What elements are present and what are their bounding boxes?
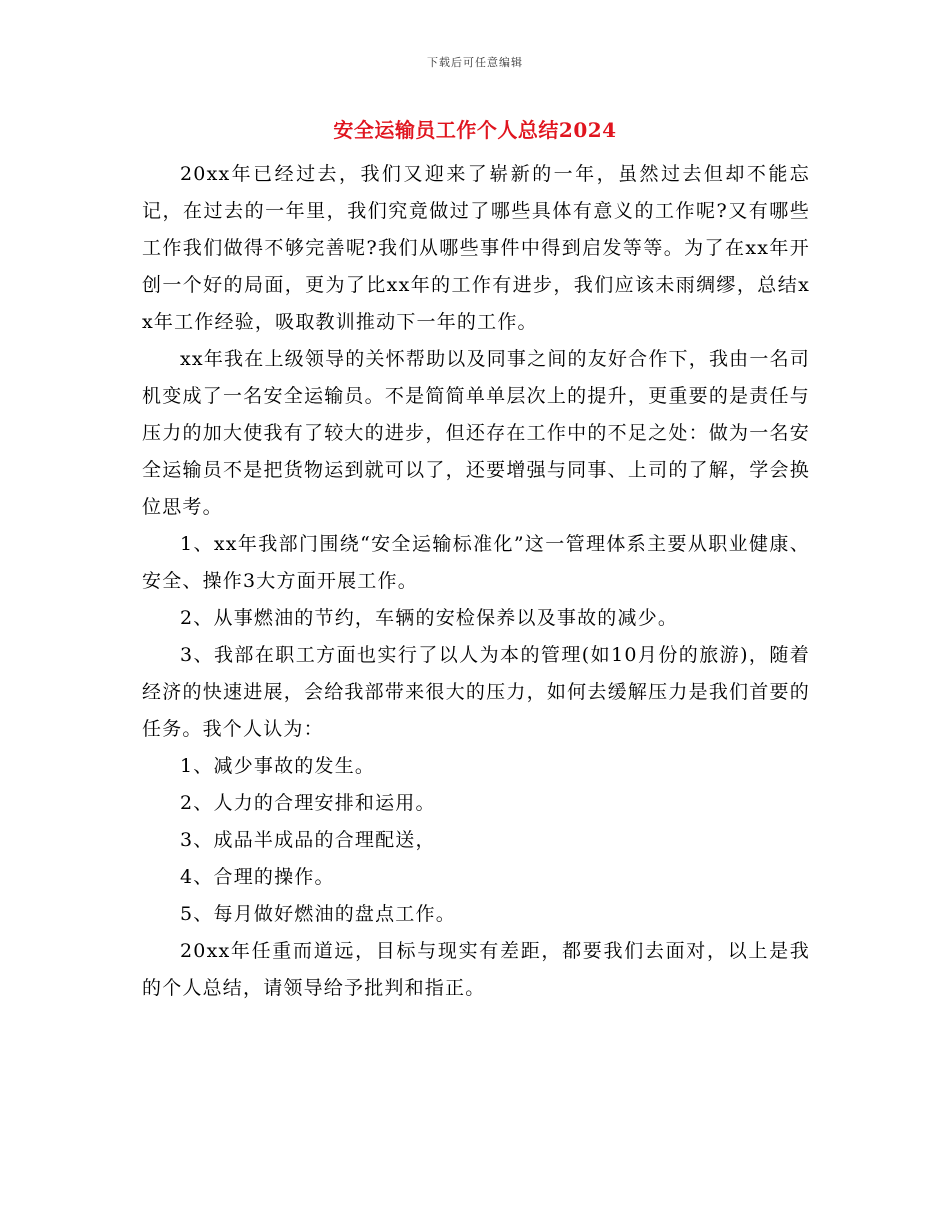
- paragraph-conclusion: 20xx年任重而道远，目标与现实有差距，都要我们去面对，以上是我的个人总结，请领导给予批判和指正。: [142, 940, 810, 999]
- paragraph-item-1: 1、xx年我部门围绕“安全运输标准化”这一管理体系主要从职业健康、安全、操作3大方面开展工作。: [142, 533, 810, 592]
- paragraph-role-change: xx年我在上级领导的关怀帮助以及同事之间的友好合作下，我由一名司机变成了一名安全运输员。不是简简单单层次上的提升，更重要的是责任与压力的加大使我有了较大的进步，但还存在工作中的不足之处：做为一名安全运输员不是把货物运到就可以了，还要增强与同事、上司的了解，学会换位思考。: [142, 348, 810, 518]
- list-item-5: 5、每月做好燃油的盘点工作。: [180, 903, 456, 925]
- list-item-1: 1、减少事故的发生。: [180, 755, 376, 777]
- paragraph-item-3: 3、我部在职工方面也实行了以人为本的管理(如10月份的旅游)，随着经济的快速进展，会给我部带来很大的压力，如何去缓解压力是我们首要的任务。我个人认为：: [142, 644, 810, 740]
- list-item-4: 4、合理的操作。: [180, 866, 335, 888]
- document-body: [142, 156, 810, 1007]
- list-item-2: 2、人力的合理安排和运用。: [180, 792, 436, 814]
- paragraph-intro: 20xx年已经过去，我们又迎来了崭新的一年，虽然过去但却不能忘记，在过去的一年里，我们究竟做过了哪些具体有意义的工作呢?又有哪些工作我们做得不够完善呢?我们从哪些事件中得到启发等等。为了在xx年开创一个好的局面，更为了比xx年的工作有进步，我们应该未雨绸缪，总结xx年工作经验，吸取教训推动下一年的工作。: [142, 163, 810, 333]
- header-note: 下载后可任意编辑: [427, 56, 523, 69]
- paragraph-item-2: 2、从事燃油的节约，车辆的安检保养以及事故的减少。: [180, 607, 679, 629]
- document-title: 安全运输员工作个人总结2024: [333, 118, 617, 142]
- list-item-3: 3、成品半成品的合理配送，: [180, 829, 436, 851]
